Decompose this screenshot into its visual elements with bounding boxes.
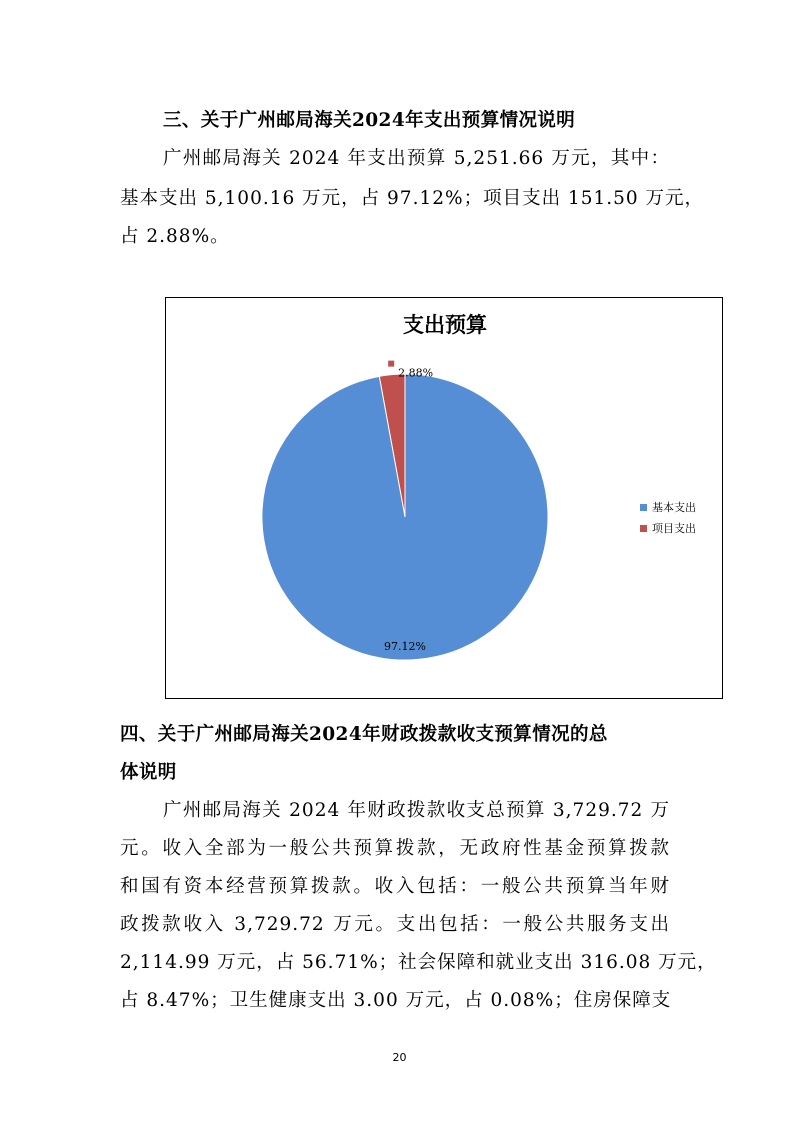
section3-heading: 三、关于广州邮局海关2024年支出预算情况说明 <box>163 110 576 131</box>
section4-line-2: 元。收入全部为一般公共预算拨款，无政府性基金预算拨款 <box>120 838 670 859</box>
legend-swatch-basic <box>640 504 647 511</box>
data-label-basic: 97.12% <box>384 640 426 653</box>
section4-line-4: 政拨款收入 3,729.72 万元。支出包括：一般公共服务支出 <box>120 914 670 935</box>
data-label-project-marker <box>388 361 394 367</box>
chart-title: 支出预算 <box>403 313 487 337</box>
pie-slices <box>262 374 548 660</box>
legend-item-project <box>640 520 696 536</box>
section3-line-2: 基本支出 5,100.16 万元，占 97.12%；项目支出 151.50 万元， <box>120 188 705 209</box>
pie-slice-basic <box>262 374 548 660</box>
data-label-project: 2.88% <box>398 366 434 380</box>
section3-line-3: 占 2.88%。 <box>120 226 230 247</box>
section4-heading-line-2: 体说明 <box>120 762 177 783</box>
pie-chart-canvas <box>166 298 722 698</box>
legend-swatch-project <box>640 525 647 532</box>
section4-heading-line-1: 四、关于广州邮局海关2024年财政拨款收支预算情况的总 <box>120 724 608 745</box>
legend-label-project: 项目支出 <box>652 522 696 535</box>
legend-label-basic: 基本支出 <box>652 501 696 514</box>
legend-item-basic <box>640 499 696 515</box>
section4-line-1: 广州邮局海关 2024 年财政拨款收支总预算 3,729.72 万 <box>163 800 670 821</box>
section4-line-6: 占 8.47%；卫生健康支出 3.00 万元，占 0.08%；住房保障支 <box>120 990 672 1011</box>
expenditure-pie-chart <box>165 297 723 699</box>
section4-line-3: 和国有资本经营预算拨款。收入包括：一般公共预算当年财 <box>120 876 670 897</box>
section3-line-1: 广州邮局海关 2024 年支出预算 5,251.66 万元，其中： <box>163 148 670 169</box>
section4-line-5: 2,114.99 万元，占 56.71%；社会保障和就业支出 316.08 万元， <box>120 952 717 973</box>
page-number: 20 <box>392 1051 407 1064</box>
